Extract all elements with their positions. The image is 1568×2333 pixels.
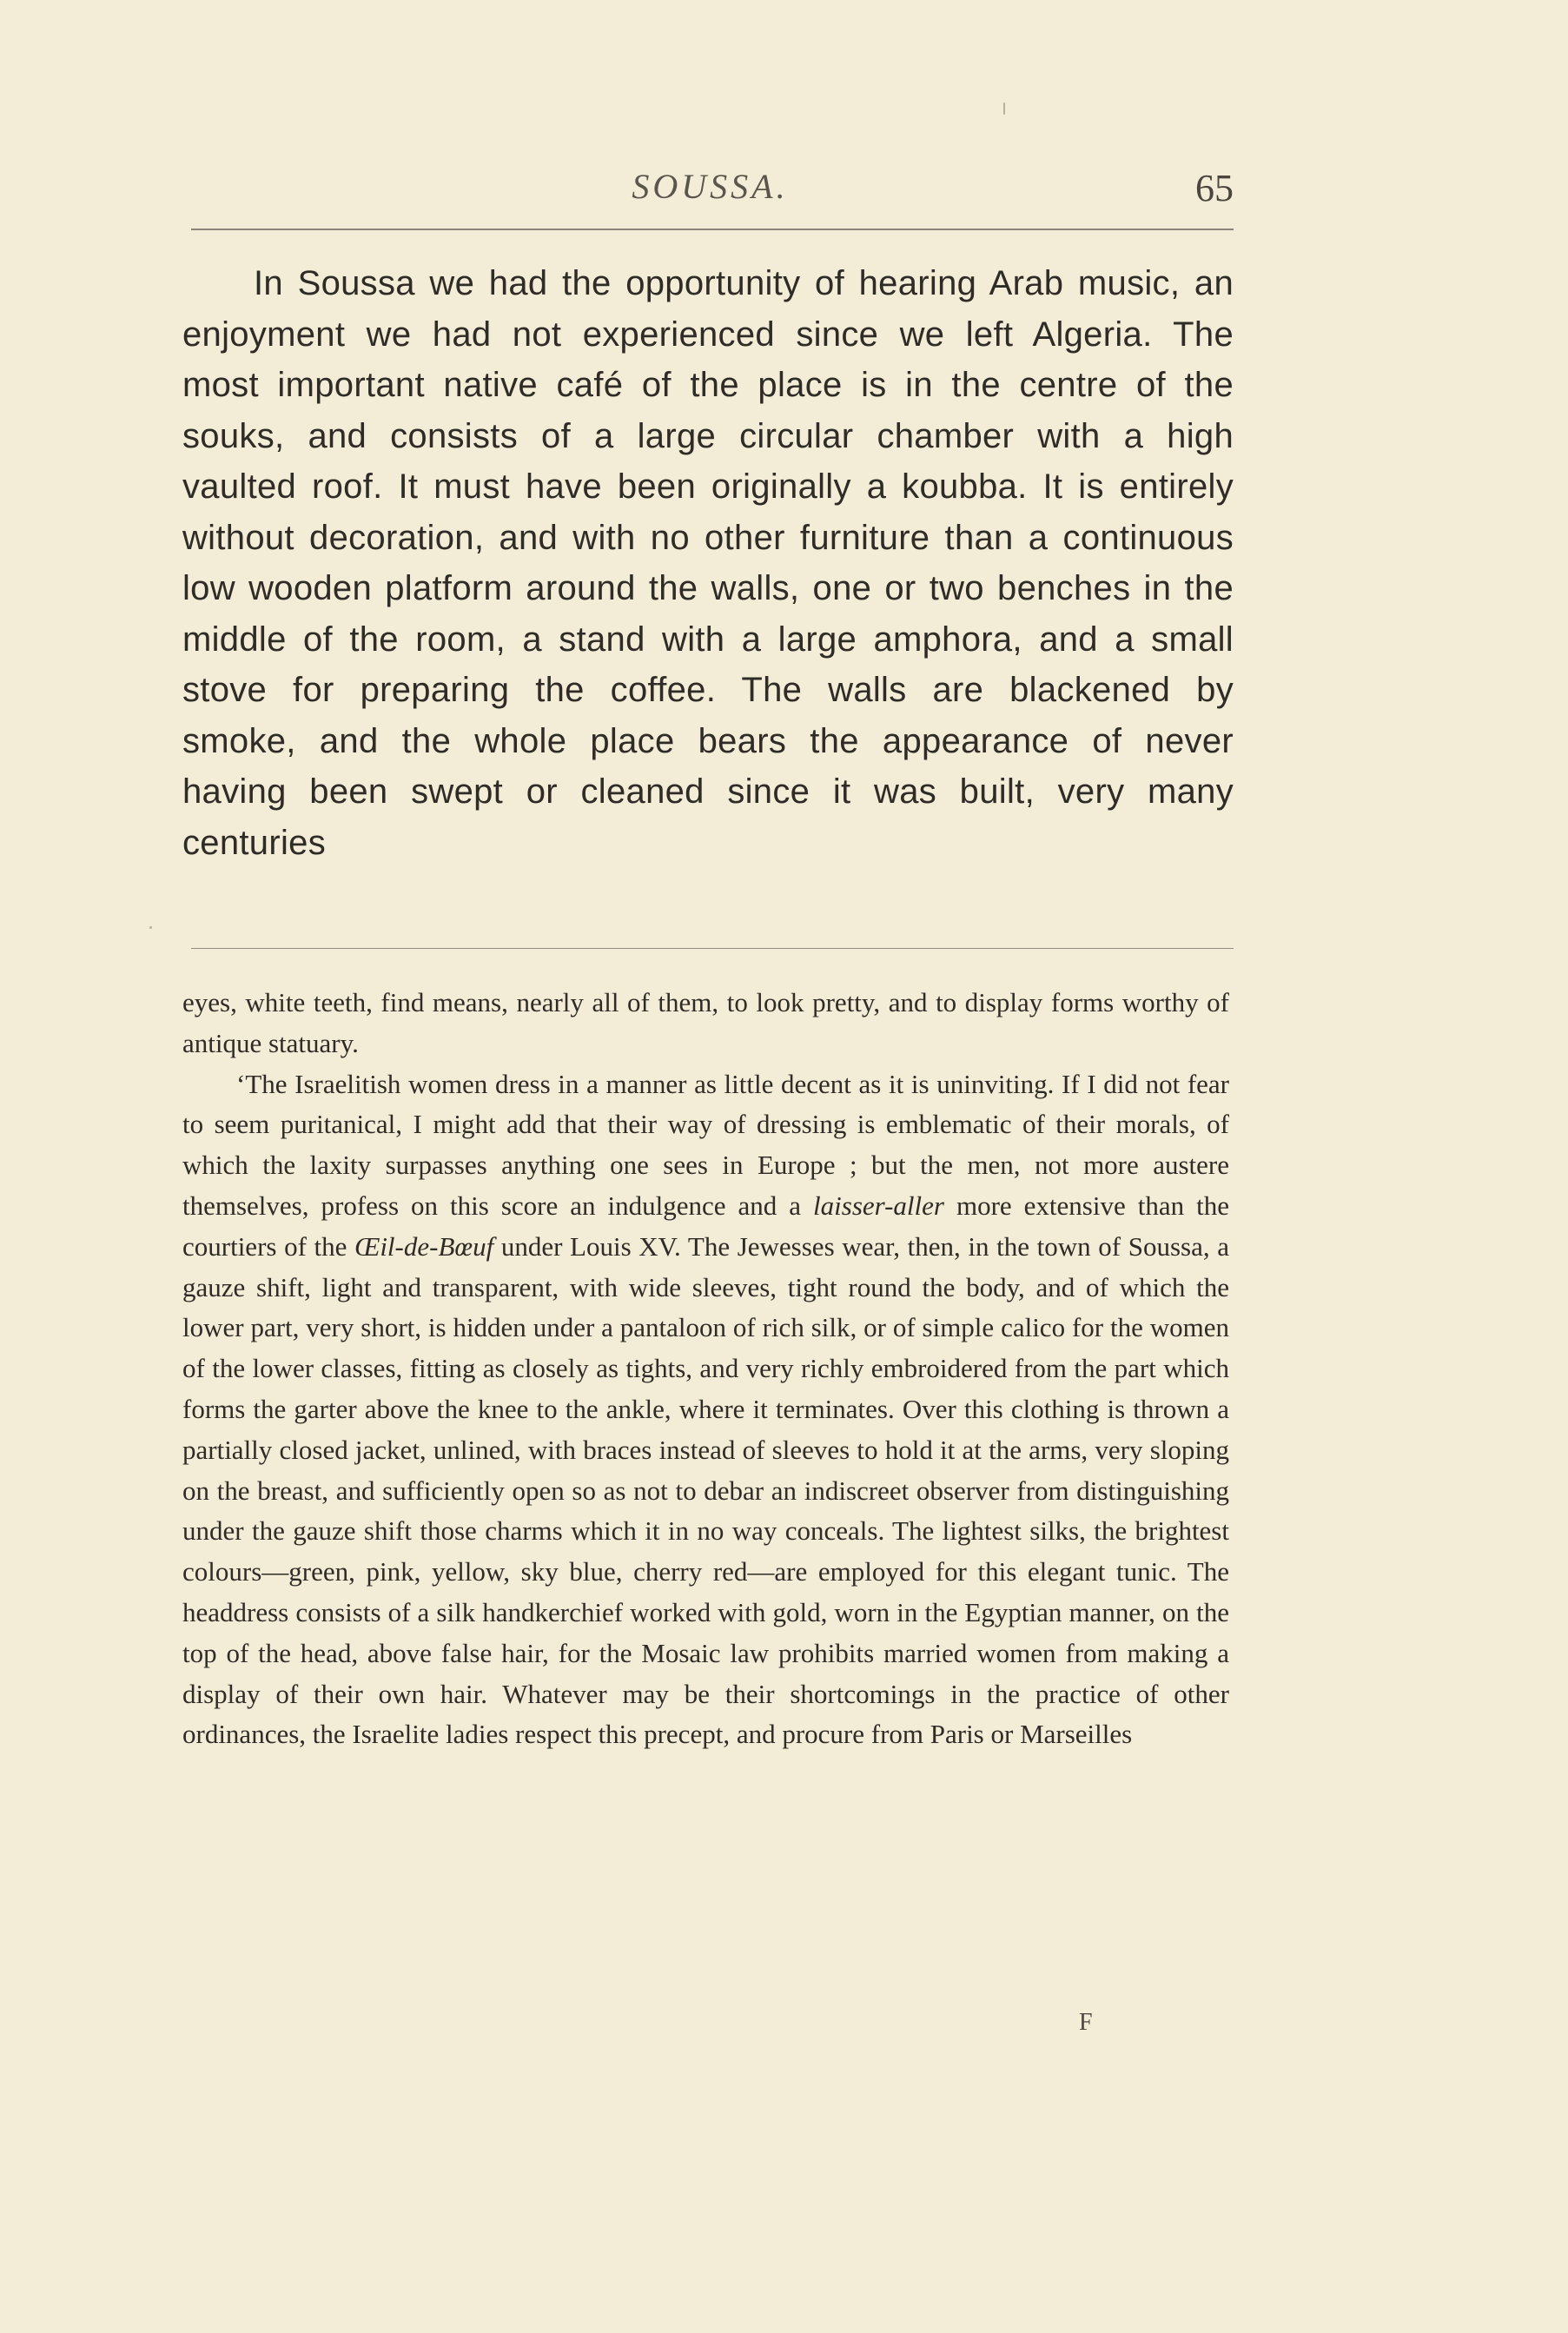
paper-speck [1003, 103, 1005, 115]
footnote-italic-term: Œil-de-Bœuf [354, 1230, 494, 1262]
footnote-text-segment: ‘The Israelitish women dress in a manner as little decent as it is uninviting. If I did not fear to seem puritanical, I might add that their way of dressing is emblematic of their morals, of which the laxity surpasses anything one sees in Europe ; but the men, not more austere themselves, profess on this score an indulgence and a [182, 1068, 1229, 1221]
running-head [178, 161, 1242, 213]
footnote-text-segment: more extensive than the courtiers of the [182, 1190, 1229, 1262]
page-number: 65 [1195, 167, 1234, 209]
footnote-italic-term: laisser-aller [813, 1190, 944, 1221]
main-paragraph: In Soussa we had the opportunity of hearing Arab music, an enjoyment we had not experienced since we left Algeria. The most important native café of the place is in the centre of the souks, and consists of a large circular chamber with a high vaulted roof. It must have been originally a koubba. It is entirely without decoration, and with no other furniture than a continuous low wooden platform around the walls, one or two benches in the middle of the room, a stand with a large amphora, and a small stove for preparing the coffee. The walls are blackened by smoke, and the whole place bears the appearance of never having been swept or cleaned since it was built, very many centuries [182, 264, 1234, 862]
header-rule [191, 229, 1234, 230]
paper-speck [149, 926, 152, 929]
signature-mark: F [1079, 2009, 1093, 2036]
footnote-rule [191, 948, 1234, 949]
footnote-paragraph-1: eyes, white teeth, find means, nearly all of them, to look pretty, and to display forms worthy of antique statuary. [182, 987, 1229, 1058]
footnote-block [182, 983, 1229, 1755]
running-title: SOUSSA. [632, 167, 789, 206]
footnote-paragraph-2 [182, 1064, 1229, 1756]
footnote-text-segment: under Louis XV. The Jewesses wear, then, in the town of Soussa, a gauze shift, light and transparent, with wide sleeves, tight round the body, and of which the lower part, very short, is hidden under a pantaloon of rich silk, or of simple calico for the women of the lower classes, fitting as closely as tights, and very richly embroidered from the part which forms the garter above the knee to the ankle, where it terminates. Over this clothing is thrown a partially closed jacket, unlined, with braces instead of sleeves to hold it at the arms, very sloping on the breast, and sufficiently open so as not to debar an indiscreet observer from distinguishing under the gauze shift those charms which it in no way conceals. The lightest silks, the brightest colours—green, pink, yellow, sky blue, cherry red—are employed for this elegant tunic. The headdress consists of a silk handkerchief worked with gold, worn in the Egyptian manner, on the top of the head, above false hair, for the Mosaic law prohibits married women from making a display of their own hair. Whatever may be their shortcomings in the practice of other ordinances, the Israelite ladies respect this precept, and procure from Paris or Marseilles [182, 1230, 1229, 1750]
